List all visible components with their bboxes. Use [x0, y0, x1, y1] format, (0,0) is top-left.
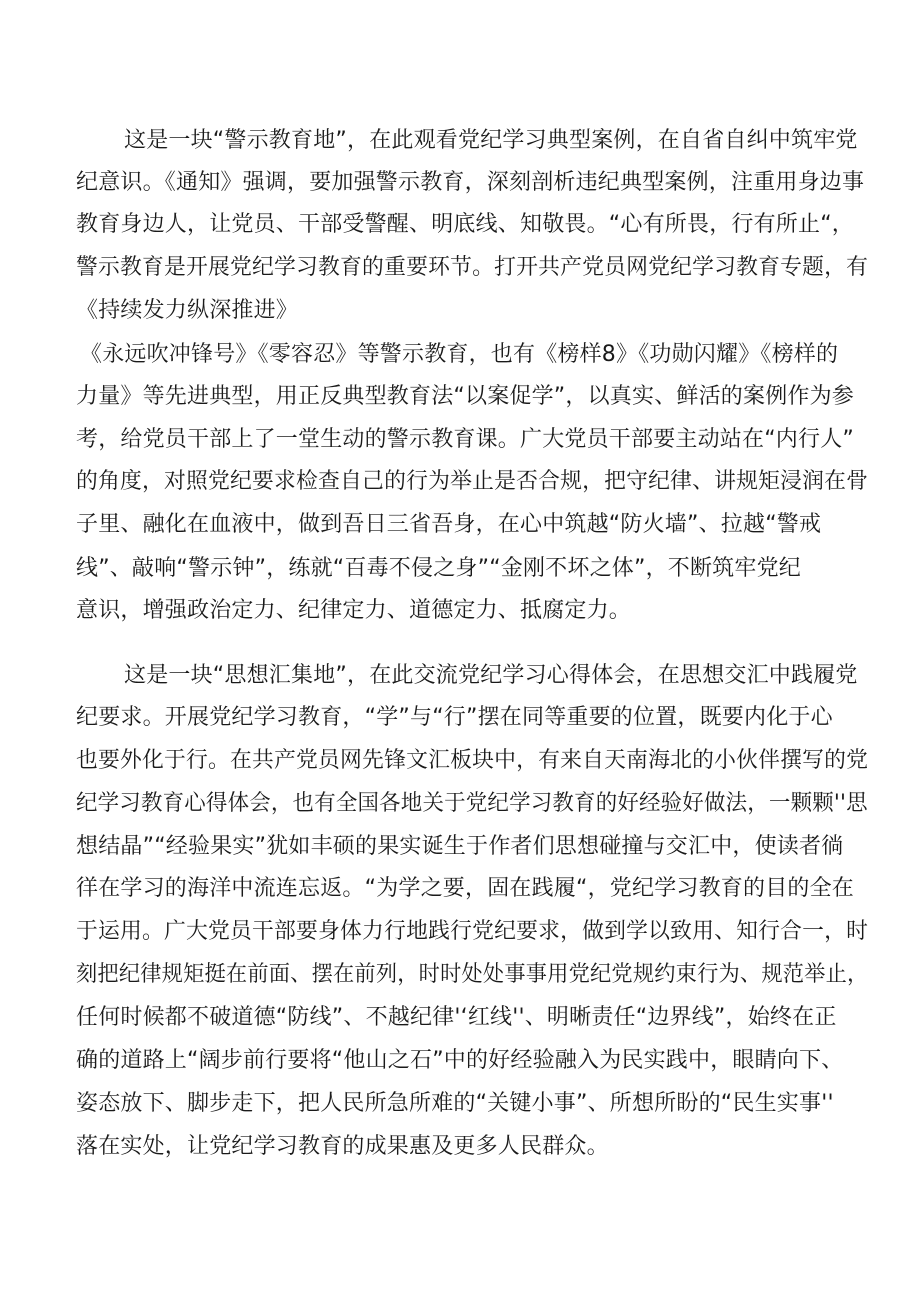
text-line: 于运用。广大党员干部要身体力行地践行党纪要求，做到学以致用、知行合一，时 — [76, 919, 869, 944]
text-line: 意识，增强政治定力、纪律定力、道德定力、抵腐定力。 — [76, 598, 632, 623]
text-line: 考，给党员干部上了一堂生动的警示教育课。广大党员干部要主动站在“内行人” — [76, 427, 854, 452]
text-line: 子里、融化在血液中，做到吾日三省吾身，在心中筑越“防火墙”、拉越“警戒 — [76, 512, 822, 537]
text-line: 线”、敲响“警示钟”，练就“百毒不侵之身”“金刚不坏之体”，不断筑牢党纪 — [76, 556, 801, 581]
text-line: 刻把纪律规矩挺在前面、摆在前列，时时处处事事用党纪党规约束行为、规范举止， — [76, 962, 869, 987]
text-line: 这是一块“思想汇集地”，在此交流党纪学习心得体会，在思想交汇中践履党 — [124, 663, 858, 688]
text-line: 教育身边人，让党员、干部受警醒、明底线、知敬畏。“心有所畏，行有所止“， — [76, 212, 854, 237]
text-line: 力量》等先进典型，用正反典型教育法“以案促学”，以真实、鲜活的案例作为参 — [76, 384, 854, 409]
text-line: 落在实处，让党纪学习教育的成果惠及更多人民群众。 — [76, 1134, 609, 1159]
text-line: 警示教育是开展党纪学习教育的重要环节。打开共产党员网党纪学习教育专题，有 — [76, 255, 869, 280]
text-line: 纪意识。《通知》强调，要加强警示教育，深刻剖析违纪典型案例，注重用身边事 — [76, 170, 865, 195]
text-line: 《持续发力纵深推进》 — [76, 298, 299, 323]
text-line: 纪要求。开展党纪学习教育，“学”与“行”摆在同等重要的位置，既要内化于心 — [76, 705, 833, 730]
text-line: 确的道路上“阔步前行要将“他山之石”中的好经验融入为民实践中，眼睛向下、 — [76, 1048, 844, 1073]
text-line: 想结晶”“经验果实”犹如丰硕的果实诞生于作者们思想碰撞与交汇中，使读者徜 — [76, 834, 844, 859]
text-line: 任何时候都不破道德“防线”、不越纪律'‘红线''、明晰责任“边界线”，始终在正 — [76, 1005, 837, 1030]
text-line: 也要外化于行。在共产党员网先锋文汇板块中，有来自天南海北的小伙伴撰写的党 — [76, 748, 869, 773]
text-line: 《永远吹冲锋号》《零容忍》等警示教育，也有《榜样8》《功勋闪耀》《榜样的 — [80, 342, 839, 367]
text-line: 这是一块“警示教育地”，在此观看党纪学习典型案例，在自省自纠中筑牢党 — [124, 128, 858, 153]
text-line: 姿态放下、脚步走下，把人民所急所难的“关键小事”、所想所盼的“民生实事'' — [76, 1091, 834, 1116]
text-line: 纪学习教育心得体会，也有全国各地关于党纪学习教育的好经验好做法，一颗颗''思 — [76, 791, 868, 816]
text-line: 徉在学习的海洋中流连忘返。“为学之要，固在践履“，党纪学习教育的目的全在 — [76, 876, 854, 901]
text-line: 的角度，对照党纪要求检查自己的行为举止是否合规，把守纪律、讲规矩浸润在骨 — [76, 469, 869, 494]
